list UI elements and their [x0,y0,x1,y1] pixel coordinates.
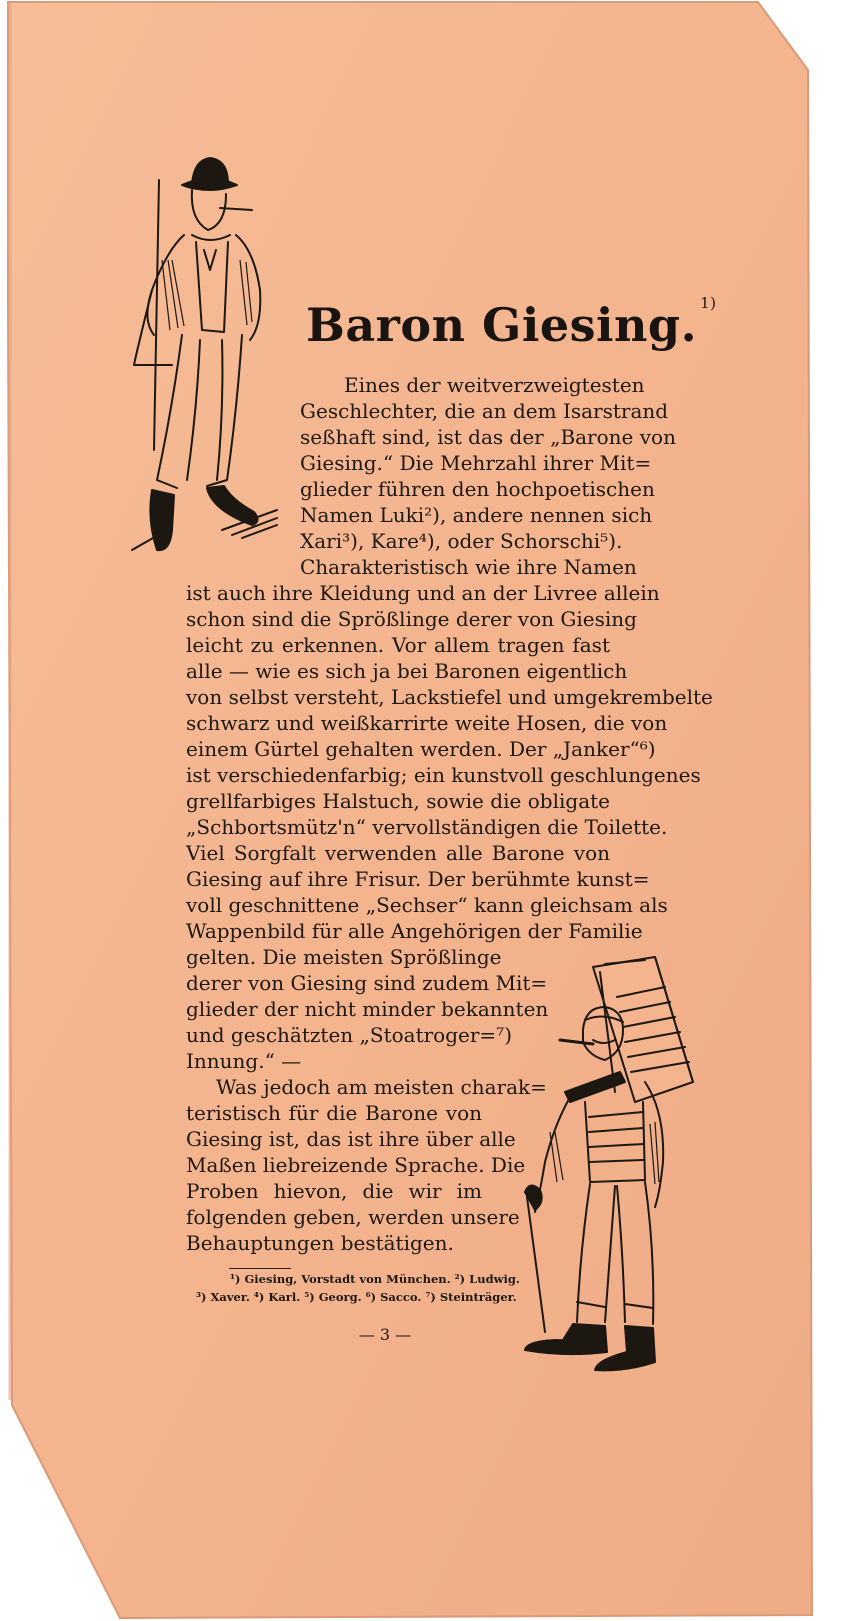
text-line-1: Eines der weitverzweigtesten [344,373,645,397]
text-line-6: Namen Luki²), andere nennen sich [300,503,653,527]
text-line-27: Innung.“ — [186,1049,302,1073]
text-line-8: Charakteristisch wie ihre Namen [300,555,637,579]
text-line-21: voll geschnittene „Sechser“ kann gleichsam als [186,893,668,917]
text-line-22: Wappenbild für alle Angehörigen der Familie [186,919,643,943]
text-line-26: und geschätzten „Stoatroger=⁷) [186,1023,512,1047]
text-line-4: Giesing.“ Die Mehrzahl ihrer Mit= [300,451,652,475]
text-line-5: glieder führen den hochpoetischen [300,477,655,501]
stone-carrier-figure [505,952,705,1382]
footnote-line-1: ¹) Giesing, Vorstadt von München. ²) Ludwig. [230,1272,520,1286]
text-line-19: Viel Sorgfalt verwenden alle Barone von [186,841,610,865]
page-title: Baron Giesing. $^{1)}$ [306,294,717,352]
man-with-hat-figure [112,150,287,560]
text-line-14: schwarz und weißkarrirte weite Hosen, die von [186,711,668,735]
text-line-7: Xari³), Kare⁴), oder Schorschi⁵). [300,529,623,553]
text-line-30: Giesing ist, das ist ihre über alle [186,1127,516,1151]
text-line-24: derer von Giesing sind zudem Mit= [186,971,548,995]
text-line-17: grellfarbiges Halstuch, sowie die obligate [186,789,610,813]
text-line-34: Behauptungen bestätigen. [186,1231,454,1255]
text-line-32: Proben hievon, die wir im [186,1179,482,1203]
text-line-31: Maßen liebreizende Sprache. Die [186,1153,526,1177]
footnote-line-2: ³) Xaver. ⁴) Karl. ⁵) Georg. ⁶) Sacco. ⁷) Steinträger. [196,1290,517,1304]
page-number: — 3 — [358,1325,412,1344]
footnote-rule [229,1268,291,1269]
text-line-3: seßhaft sind, ist das der „Barone von [300,425,676,449]
text-line-25: glieder der nicht minder bekannten [186,997,549,1021]
text-line-23: gelten. Die meisten Sprößlinge [186,945,502,969]
text-line-20: Giesing auf ihre Frisur. Der berühmte kunst= [186,867,650,891]
title-footnote-marker: 1) [700,294,717,312]
text-line-11: leicht zu erkennen. Vor allem tragen fast [186,633,610,657]
text-line-2: Geschlechter, die an dem Isarstrand [300,399,669,423]
text-line-28: Was jedoch am meisten charak= [216,1075,547,1099]
text-line-13: von selbst versteht, Lackstiefel und umgekrembelte [186,685,713,709]
text-line-9: ist auch ihre Kleidung und an der Livree allein [186,581,660,605]
text-line-33: folgenden geben, werden unsere [186,1205,520,1229]
text-line-12: alle — wie es sich ja bei Baronen eigentlich [186,659,628,683]
text-line-16: ist verschiedenfarbig; ein kunstvoll geschlungenes [186,763,701,787]
text-line-29: teristisch für die Barone von [186,1101,482,1125]
text-line-10: schon sind die Sprößlinge derer von Giesing [186,607,637,631]
text-line-18: „Schbortsmütz'n“ vervollständigen die Toilette. [186,815,668,839]
text-line-15: einem Gürtel gehalten werden. Der „Janker“⁶) [186,737,656,761]
